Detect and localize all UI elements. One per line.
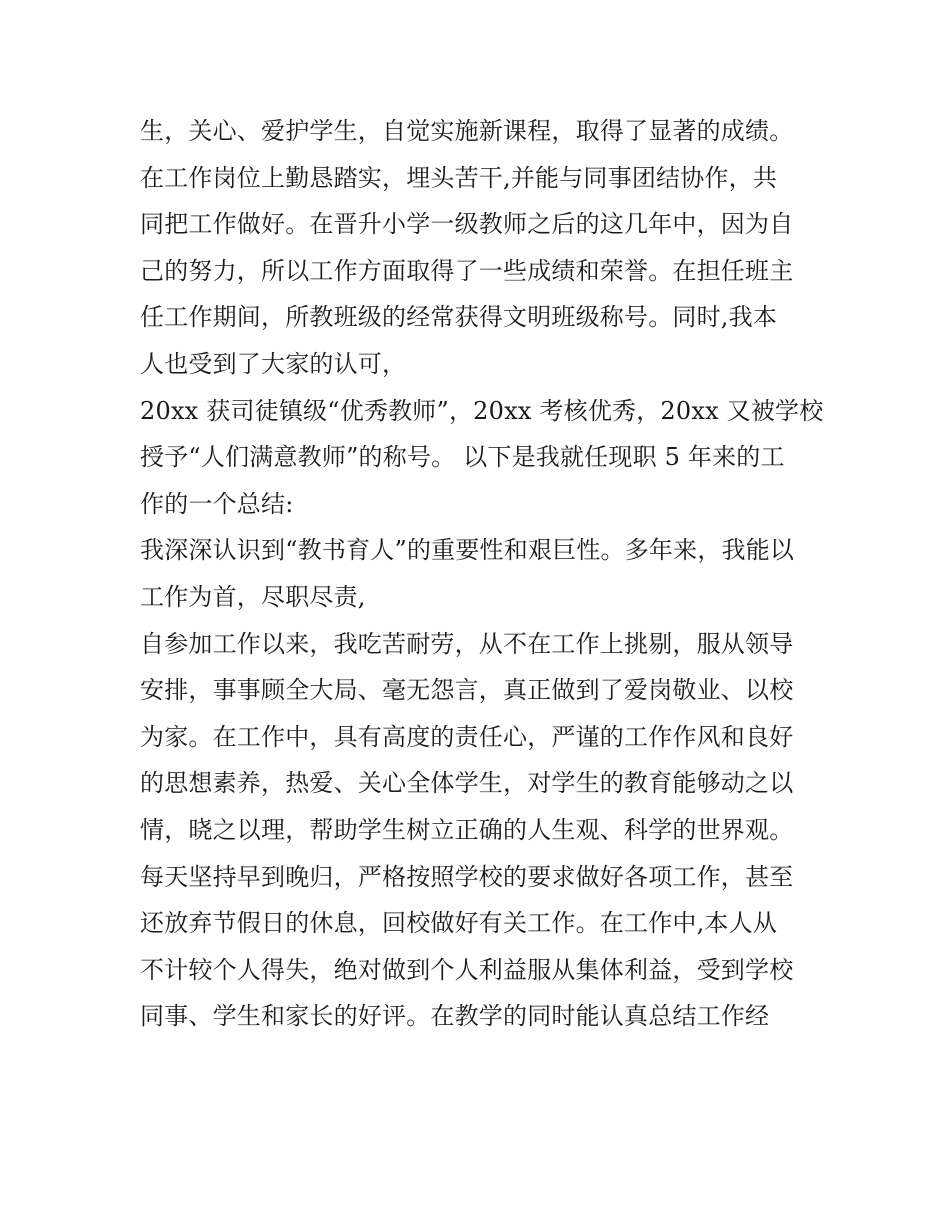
- text-line: 生，关心、爱护学生，自觉实施新课程，取得了显著的成绩。: [140, 117, 794, 145]
- text-line: 人也受到了大家的认可，: [140, 349, 407, 378]
- text-line: 20xx 获司徒镇级“优秀教师”，20xx 考核优秀，20xx 又被学校: [140, 396, 824, 425]
- text-line: 授予“人们满意教师”的称号。 以下是我就任现职 5 年来的工: [140, 443, 785, 472]
- text-line: 工作为首，尽职尽责,: [140, 582, 366, 611]
- text-line: 的思想素养，热爱、关心全体学生，对学生的教育能够动之以: [140, 769, 794, 798]
- text-line: 同事、学生和家长的好评。在教学的同时能认真总结工作经: [140, 1002, 770, 1031]
- text-line: 任工作期间，所教班级的经常获得文明班级称号。同时,我本: [140, 303, 778, 332]
- text-line: 己的努力，所以工作方面取得了一些成绩和荣誉。在担任班主: [140, 256, 794, 285]
- text-line: 安排，事事顾全大局、毫无怨言，真正做到了爱岗敬业、以校: [140, 676, 794, 705]
- text-line: 在工作岗位上勤恳踏实，埋头苦干,并能与同事团结协作，共: [140, 163, 778, 192]
- body-text: [140, 108, 830, 1040]
- text-line: 自参加工作以来，我吃苦耐劳，从不在工作上挑剔，服从领导: [140, 629, 794, 658]
- text-line: 我深深认识到“教书育人”的重要性和艰巨性。多年来，我能以: [140, 536, 795, 565]
- text-line: 每天坚持早到晚归，严格按照学校的要求做好各项工作，甚至: [140, 862, 794, 891]
- text-line: 为家。在工作中，具有高度的责任心，严谨的工作作风和良好: [140, 722, 794, 751]
- text-line: 不计较个人得失，绝对做到个人利益服从集体利益，受到学校: [140, 955, 794, 984]
- text-line: 作的一个总结:: [140, 489, 294, 518]
- text-line: 还放弃节假日的休息，回校做好有关工作。在工作中,本人从: [140, 909, 778, 938]
- text-line: 情，晓之以理，帮助学生树立正确的人生观、科学的世界观。: [140, 815, 794, 844]
- text-line: 同把工作做好。在晋升小学一级教师之后的这几年中，因为自: [140, 210, 794, 239]
